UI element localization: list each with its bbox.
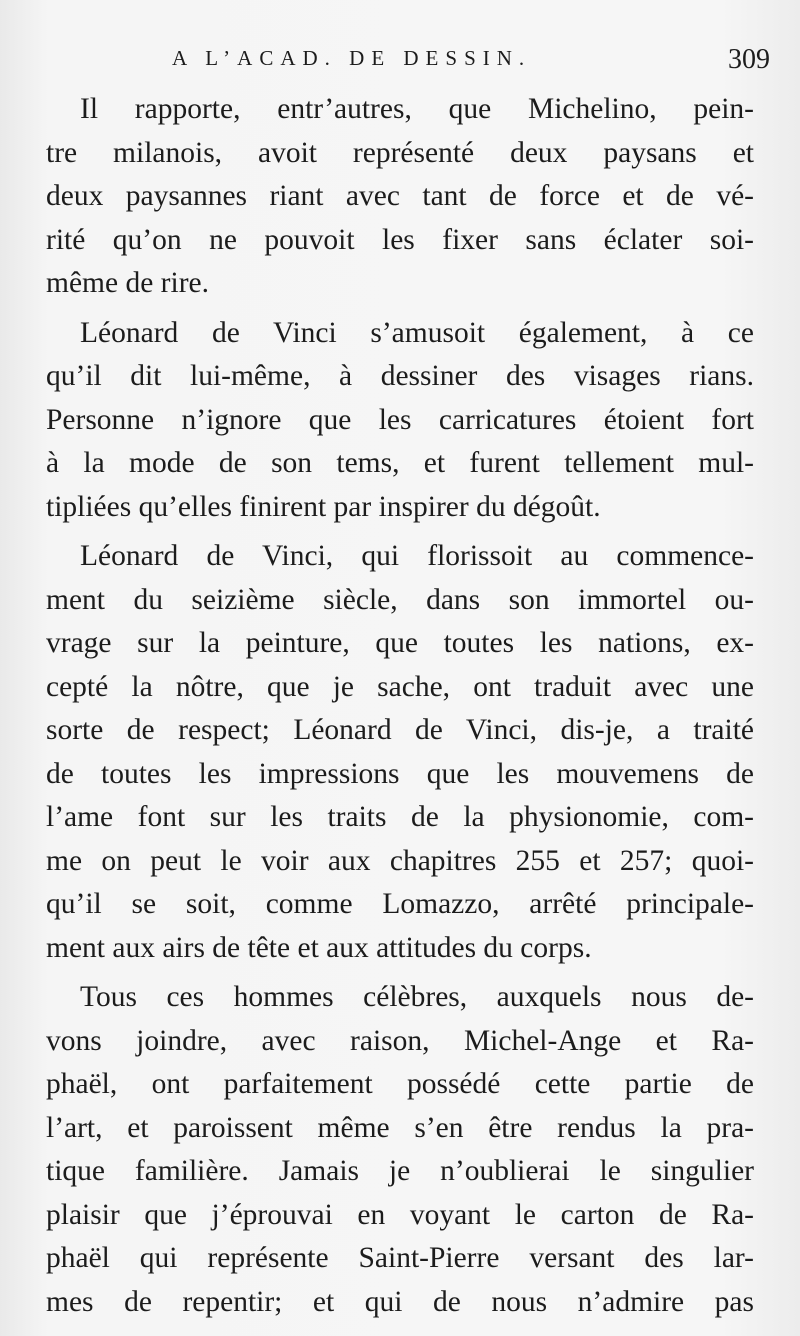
text-line: ment aux airs de tête et aux attitudes du corps.	[46, 931, 592, 964]
running-title: A L’ACAD. DE DESSIN.	[172, 46, 532, 70]
text-line: Léonard de Vinci s’amusoit également, à ce	[80, 316, 754, 349]
text-line: phaël qui représente Saint-Pierre versant des lar-	[46, 1242, 754, 1274]
text-line: qu’il dit lui-même, à dessiner des visages rians.	[46, 360, 754, 392]
text-line: mes de repentir; et qui de nous n’admire pas	[46, 1285, 754, 1318]
text-line: sorte de respect; Léonard de Vinci, dis-je, a traité	[46, 714, 754, 746]
text-line: l’ame font sur les traits de la physionomie, com-	[46, 801, 754, 833]
body-text	[46, 88, 754, 1324]
paragraph	[46, 535, 754, 970]
page-number: 309	[728, 44, 770, 75]
paragraph	[46, 976, 754, 1324]
text-line: phaël, ont parfaitement possédé cette partie de	[46, 1068, 754, 1100]
text-line: rité qu’on ne pouvoit les fixer sans éclater soi-	[46, 223, 754, 256]
paragraph	[46, 312, 754, 530]
text-line: Léonard de Vinci, qui florissoit au commence-	[80, 540, 754, 572]
text-line: tipliées qu’elles finirent par inspirer du dégoût.	[46, 490, 601, 523]
running-head	[0, 44, 800, 84]
text-line: Tous ces hommes célèbres, auxquels nous de-	[80, 981, 754, 1013]
text-line: Il rapporte, entr’autres, que Michelino, pein-	[80, 93, 754, 125]
text-line: de toutes les impressions que les mouvemens de	[46, 757, 754, 790]
text-line: tre milanois, avoit représenté deux paysans et	[46, 136, 754, 169]
text-line: ment du seizième siècle, dans son immortel ou-	[46, 583, 754, 616]
text-line: deux paysannes riant avec tant de force et de vé-	[46, 180, 754, 212]
paragraph	[46, 88, 754, 306]
text-line: l’art, et paroissent même s’en être rendus la pra-	[46, 1111, 754, 1144]
text-line: me on peut le voir aux chapitres 255 et 257; quoi-	[46, 844, 754, 877]
text-line: vons joindre, avec raison, Michel-Ange et Ra-	[46, 1024, 754, 1057]
text-line: cepté la nôtre, que je sache, ont traduit avec une	[46, 670, 754, 703]
text-line: à la mode de son tems, et furent tellement mul-	[46, 447, 754, 479]
text-line: tique familière. Jamais je n’oublierai le singulier	[46, 1155, 754, 1187]
text-line: vrage sur la peinture, que toutes les nations, ex-	[46, 627, 754, 659]
text-line: qu’il se soit, comme Lomazzo, arrêté principale-	[46, 888, 754, 920]
text-line: même de rire.	[46, 267, 209, 299]
text-line: Personne n’ignore que les carricatures étoient fort	[46, 403, 754, 436]
text-line: plaisir que j’éprouvai en voyant le carton de Ra-	[46, 1198, 754, 1231]
